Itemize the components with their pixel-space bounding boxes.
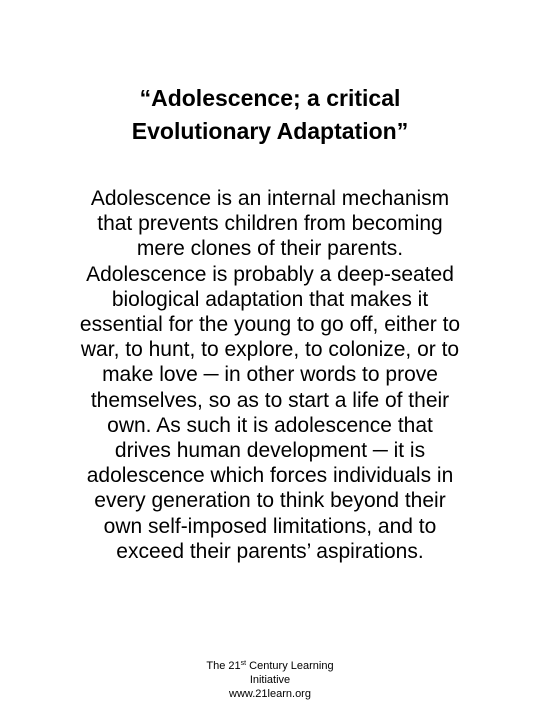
body-line: mere clones of their parents.	[136, 237, 404, 261]
body-line: adolescence which forces individuals in	[86, 464, 454, 488]
body-line: drives human development ─ it is	[114, 439, 426, 463]
footer-org-line	[170, 659, 370, 673]
body-line: Adolescence is an internal mechanism	[90, 187, 450, 210]
slide-title	[40, 82, 500, 148]
title-line: Evolutionary Adaptation”	[131, 118, 409, 144]
body-line: biological adaptation that makes it	[111, 287, 429, 311]
body-line: war, to hunt, to explore, to colonize, or to	[80, 338, 460, 362]
body-line: themselves, so as to start a life of their	[90, 388, 450, 412]
footer-org-prefix: The 21	[206, 660, 241, 672]
footer-org-line2: Initiative	[249, 674, 291, 686]
footer-org-suffix: Century Learning	[246, 660, 334, 672]
footer-org-superscript: st	[240, 660, 247, 667]
body-line: make love ─ in other words to prove	[102, 363, 438, 387]
footer-website: www.21learn.org	[229, 688, 311, 700]
body-line: that prevents children from becoming	[97, 212, 443, 236]
footer-attribution	[170, 659, 370, 701]
body-line: every generation to think beyond their	[94, 489, 446, 513]
body-line: essential for the young to go off, either to	[79, 313, 461, 337]
body-line: own. As such it is adolescence that	[107, 413, 433, 437]
body-line: Adolescence is probably a deep-seated	[86, 262, 454, 286]
body-line: own self-imposed limitations, and to	[103, 514, 437, 538]
body-line: exceed their parents’ aspirations.	[116, 539, 424, 563]
body-paragraph	[0, 186, 540, 564]
title-line: “Adolescence; a critical	[139, 85, 401, 111]
